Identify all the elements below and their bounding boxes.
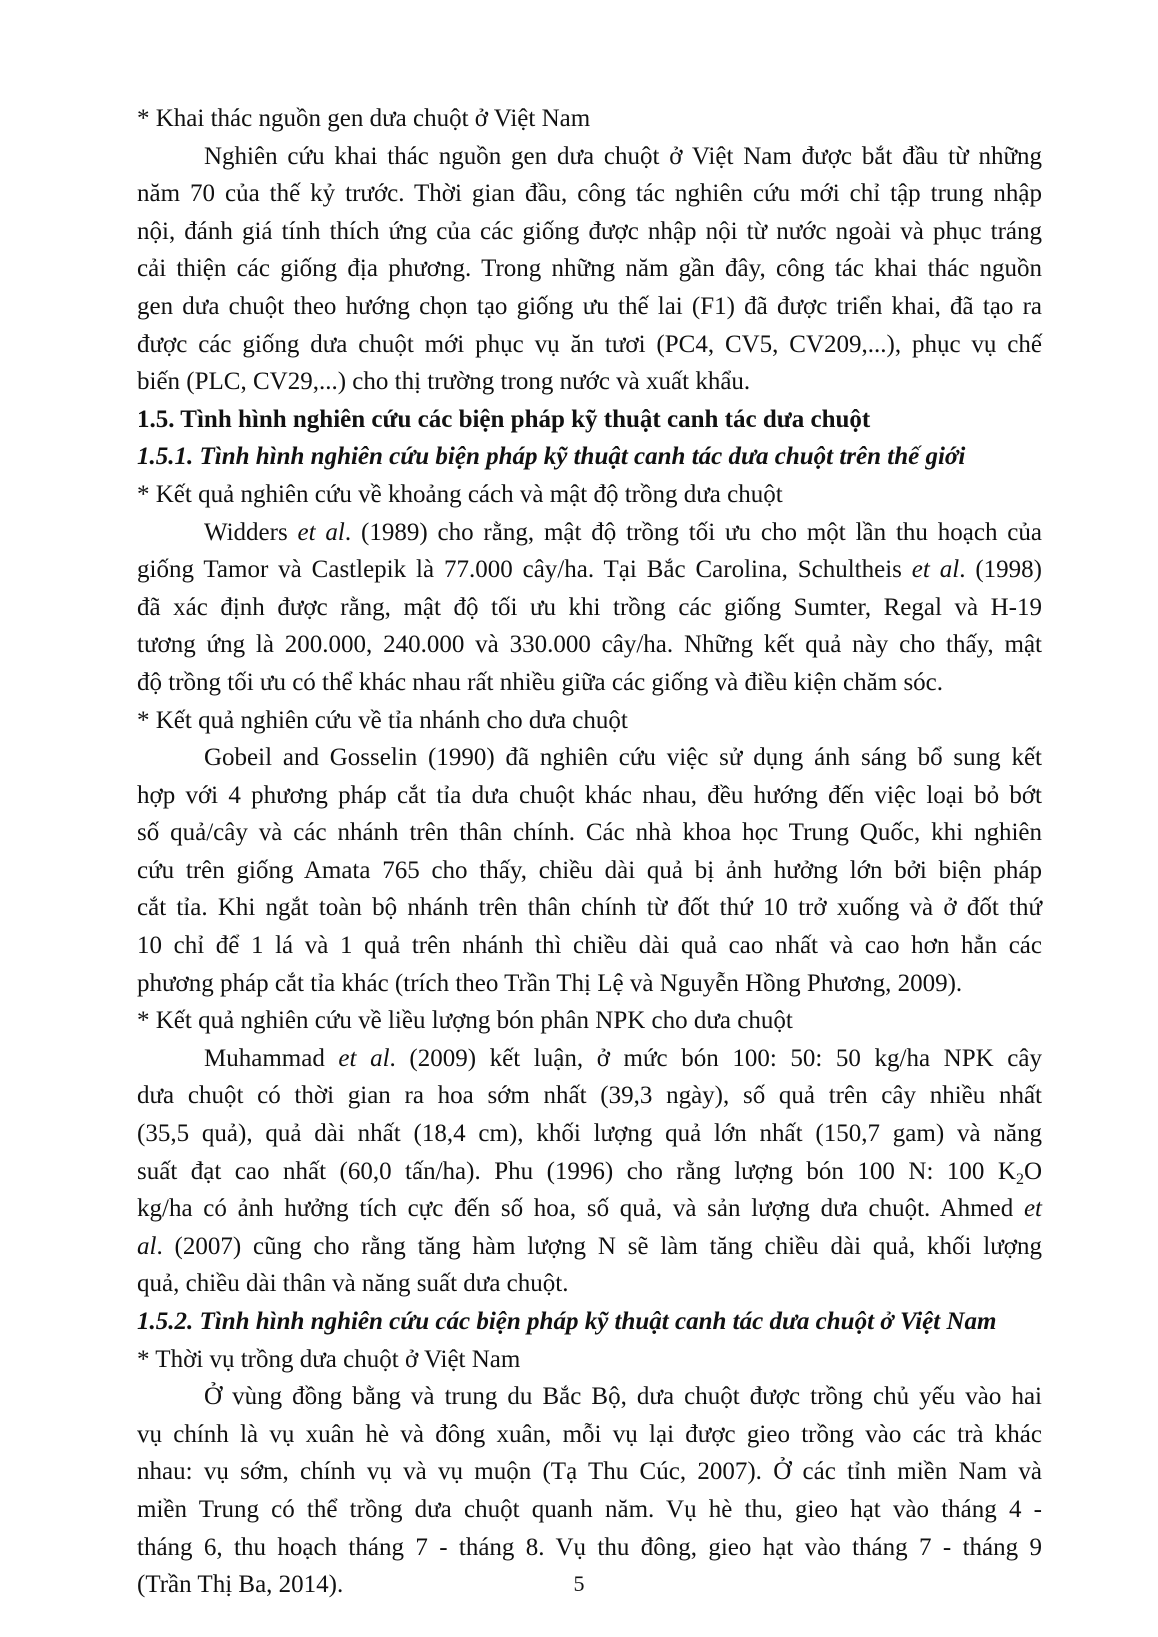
- text-line: đã xác định được rằng, mật độ tối ưu khi trồng các giống Sumter, Regal và H-19: [137, 593, 1042, 621]
- bullet-heading-pruning: * Kết quả nghiên cứu về tỉa nhánh cho dưa chuột: [137, 706, 628, 734]
- page-content: [137, 100, 1042, 1604]
- text-line: giống Tamor và Castlepik là 77.000 cây/ha. Tại Bắc Carolina, Schultheis et al. (1998): [137, 556, 1042, 584]
- paragraph-gen-resources: [137, 138, 1042, 401]
- text-line: kg/ha có ảnh hưởng tích cực đến số hoa, số quả, và sản lượng dưa chuột. Ahmed et: [137, 1195, 1042, 1223]
- text-line: Gobeil and Gosselin (1990) đã nghiên cứu việc sử dụng ánh sáng bổ sung kết: [204, 744, 1042, 772]
- text-line: 10 chỉ để 1 lá và 1 quả trên nhánh thì chiều dài quả cao nhất và cao hơn hẳn các: [137, 932, 1042, 960]
- paragraph-density: [137, 514, 1042, 702]
- text-line: hợp với 4 phương pháp cắt tỉa dưa chuột khác nhau, đều hướng đến việc loại bỏ bớt: [137, 781, 1042, 809]
- text-line: al. (2007) cũng cho rằng tăng hàm lượng N sẽ làm tăng chiều dài quả, khối lượng: [137, 1232, 1042, 1260]
- text-line: Muhammad et al. (2009) kết luận, ở mức bón 100: 50: 50 kg/ha NPK cây: [204, 1044, 1042, 1072]
- text-line: biến (PLC, CV29,...) cho thị trường trong nước và xuất khẩu.: [137, 368, 751, 396]
- text-line: nội, đánh giá tính thích ứng của các giống được nhập nội từ nước ngoài và phục tráng: [137, 217, 1042, 245]
- text-line: quả, chiều dài thân và năng suất dưa chuột.: [137, 1270, 569, 1298]
- text-line: gen dưa chuột theo hướng chọn tạo giống ưu thế lai (F1) đã được triển khai, đã tạo ra: [137, 292, 1042, 320]
- text-line: cải thiện các giống địa phương. Trong những năm gần đây, công tác khai thác nguồn: [137, 255, 1042, 283]
- text-line: tương ứng là 200.000, 240.000 và 330.000 cây/ha. Những kết quả này cho thấy, mật: [137, 631, 1042, 659]
- text-line: tháng 6, thu hoạch tháng 7 - tháng 8. Vụ thu đông, gieo hạt vào tháng 7 - tháng 9: [137, 1533, 1042, 1561]
- text-line: độ trồng tối ưu có thể khác nhau rất nhiều giữa các giống và điều kiện chăm sóc.: [137, 668, 944, 696]
- bullet-heading-npk: * Kết quả nghiên cứu về liều lượng bón phân NPK cho dưa chuột: [137, 1007, 793, 1035]
- text-line: suất đạt cao nhất (60,0 tấn/ha). Phu (1996) cho rằng lượng bón 100 N: 100 $K_2O$: [137, 1157, 1042, 1188]
- text-line: Nghiên cứu khai thác nguồn gen dưa chuột ở Việt Nam được bắt đầu từ những: [204, 142, 1042, 170]
- text-line: số quả/cây và các nhánh trên thân chính. Các nhà khoa học Trung Quốc, khi nghiên: [137, 819, 1042, 847]
- text-line: cắt tỉa. Khi ngắt toàn bộ nhánh trên thân chính từ đốt thứ 10 trở xuống và ở đốt thứ: [137, 894, 1042, 922]
- bullet-heading-density: * Kết quả nghiên cứu về khoảng cách và mật độ trồng dưa chuột: [137, 480, 783, 508]
- text-line: Widders et al. (1989) cho rằng, mật độ trồng tối ưu cho một lần thu hoạch của: [204, 518, 1042, 546]
- paragraph-pruning: [137, 739, 1042, 1002]
- text-line: cứu trên giống Amata 765 cho thấy, chiều dài quả bị ảnh hưởng lớn bởi biện pháp: [137, 856, 1042, 884]
- section-heading-1-5-2: 1.5.2. Tình hình nghiên cứu các biện pháp kỹ thuật canh tác dưa chuột ở Việt Nam: [137, 1308, 997, 1335]
- text-line: Ở vùng đồng bằng và trung du Bắc Bộ, dưa chuột được trồng chủ yếu vào hai: [204, 1383, 1042, 1411]
- text-line: miền Trung có thể trồng dưa chuột quanh năm. Vụ hè thu, gieo hạt vào tháng 4 -: [137, 1495, 1042, 1523]
- text-line: dưa chuột có thời gian ra hoa sớm nhất (39,3 ngày), số quả trên cây nhiều nhất: [137, 1082, 1042, 1110]
- section-heading-1-5-1: 1.5.1. Tình hình nghiên cứu biện pháp kỹ thuật canh tác dưa chuột trên thế giới: [137, 443, 966, 471]
- paragraph-npk: [137, 1040, 1042, 1303]
- text-line: được các giống dưa chuột mới phục vụ ăn tươi (PC4, CV5, CV209,...), phục vụ chế: [137, 330, 1042, 358]
- text-line: phương pháp cắt tỉa khác (trích theo Trần Thị Lệ và Nguyễn Hồng Phương, 2009).: [137, 969, 963, 997]
- bullet-heading-season: * Thời vụ trồng dưa chuột ở Việt Nam: [137, 1345, 521, 1373]
- page-number: 5: [573, 1571, 585, 1596]
- section-heading-1-5: 1.5. Tình hình nghiên cứu các biện pháp kỹ thuật canh tác dưa chuột: [137, 405, 871, 433]
- text-line: (35,5 quả), quả dài nhất (18,4 cm), khối lượng quả lớn nhất (150,7 gam) và năng: [137, 1120, 1042, 1148]
- text-line: vụ chính là vụ xuân hè và đông xuân, mỗi vụ lại được gieo trồng vào các trà khác: [137, 1420, 1042, 1448]
- text-line: nhau: vụ sớm, chính vụ và vụ muộn (Tạ Thu Cúc, 2007). Ở các tỉnh miền Nam và: [137, 1458, 1042, 1486]
- text-line: (Trần Thị Ba, 2014).: [137, 1571, 344, 1599]
- text-line: năm 70 của thế kỷ trước. Thời gian đầu, công tác nghiên cứu mới chỉ tập trung nhập: [137, 180, 1042, 208]
- bullet-heading-gen-resources: * Khai thác nguồn gen dưa chuột ở Việt Nam: [137, 105, 591, 132]
